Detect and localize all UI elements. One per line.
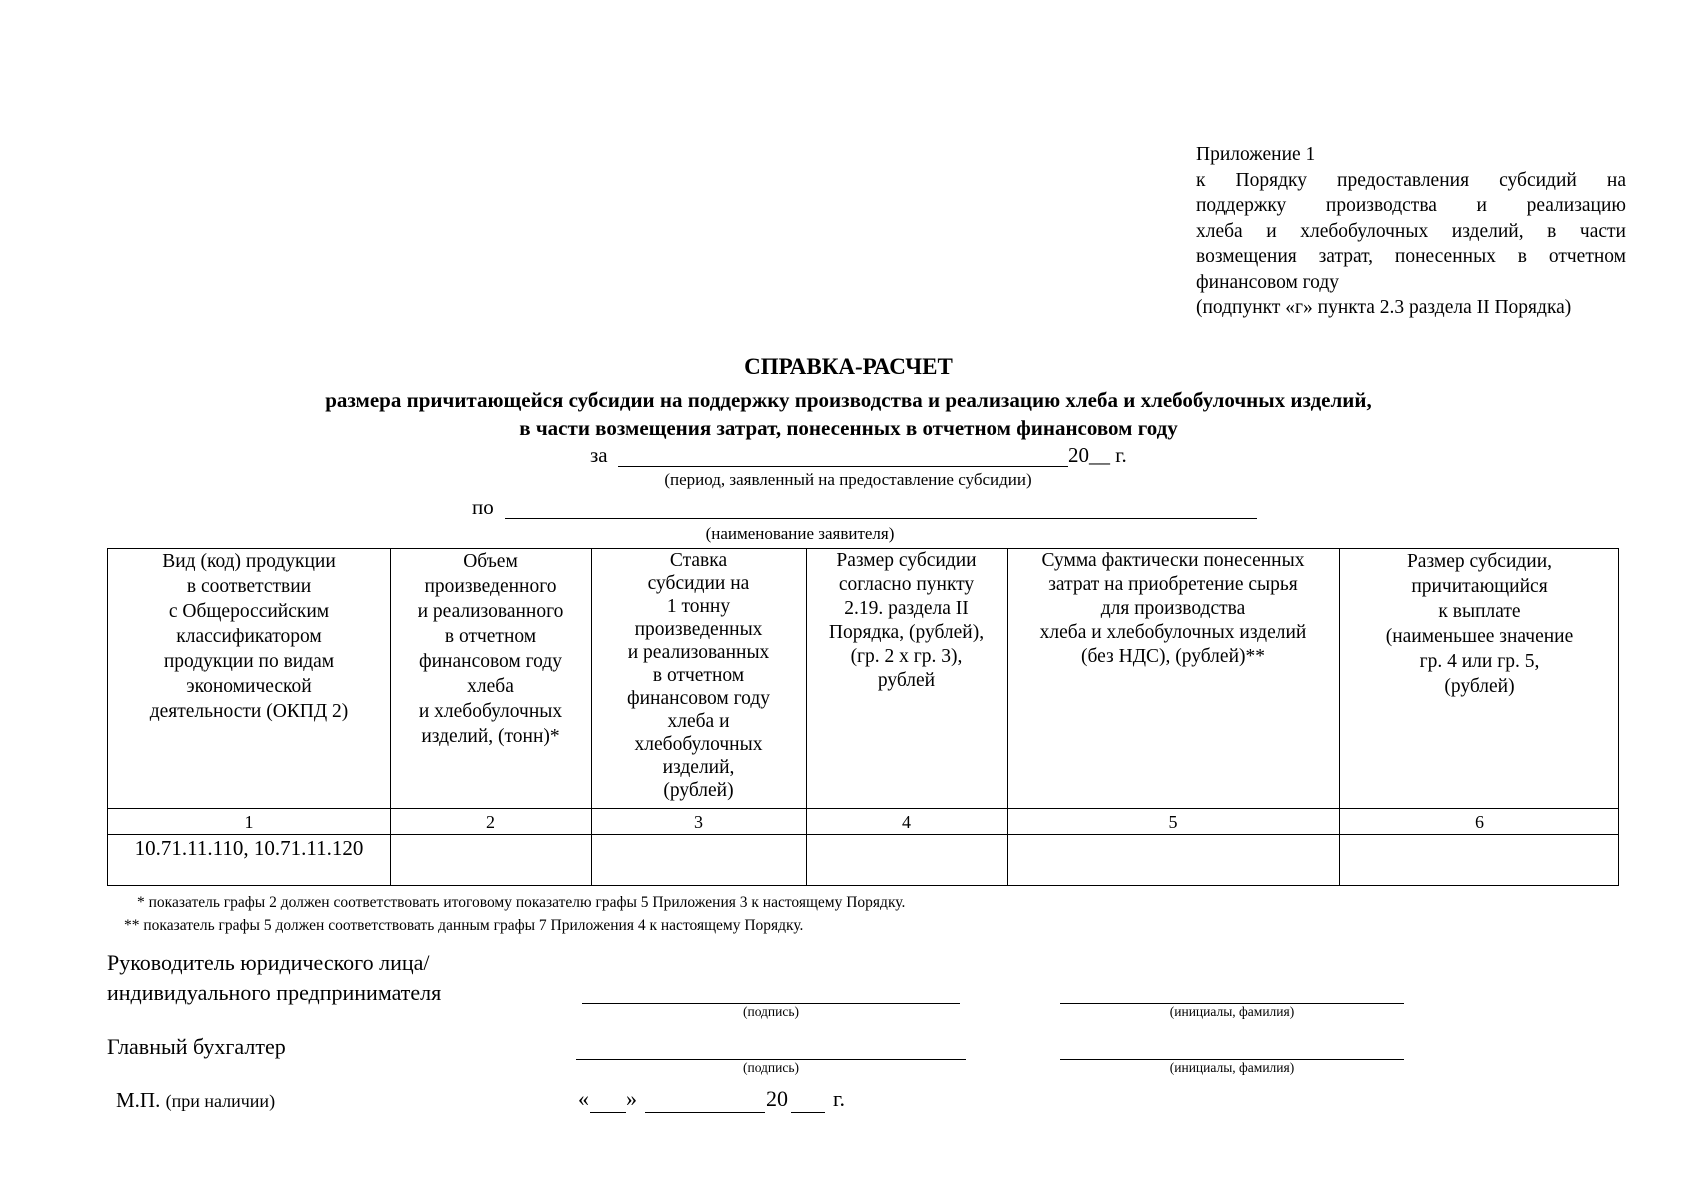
header-line: хлеба [467, 676, 514, 697]
appendix-line: финансовом году [1196, 271, 1340, 293]
head-label-line: индивидуального предпринимателя [107, 980, 442, 1005]
header-line: деятельности (ОКПД 2) [149, 701, 349, 722]
header-line: Порядка, (рублей), [828, 622, 985, 643]
date-year: 20 [766, 1086, 788, 1111]
header-line: в отчетном [652, 665, 745, 686]
period-input-line[interactable] [618, 466, 1068, 467]
period-caption: (период, заявленный на предоставление субсидии) [664, 470, 1032, 489]
header-line: причитающийся [1411, 576, 1548, 597]
header-line: Вид (код) продукции [162, 551, 336, 572]
head-name-caption: (инициалы, фамилия) [1169, 1004, 1295, 1019]
applicant-input-line[interactable] [505, 518, 1257, 519]
period-prefix: за [590, 443, 608, 467]
accountant-label: Главный бухгалтер [107, 1034, 286, 1059]
applicant-caption: (наименование заявителя) [705, 524, 895, 543]
column-header-3 [591, 549, 806, 802]
header-line: классификатором [176, 626, 322, 647]
accountant-name-caption: (инициалы, фамилия) [1169, 1060, 1295, 1075]
appendix-line: хлеба и хлебобулочных изделий, в части [1196, 220, 1626, 242]
column-number: 4 [902, 812, 911, 832]
column-number: 5 [1168, 812, 1178, 832]
header-line: 2.19. раздела II [844, 598, 969, 619]
footnote-2: ** показатель графы 5 должен соответствовать данным графы 7 Приложения 4 к настоящему Порядку. [124, 917, 804, 934]
header-line: рублей [877, 670, 936, 691]
appendix-line: (подпункт «г» пункта 2.3 раздела II Порядка) [1196, 297, 1572, 318]
date-close-quote: » [626, 1086, 637, 1111]
column-number: 1 [244, 812, 254, 832]
stamp-mark: М.П. [116, 1088, 161, 1112]
header-line: изделий, [662, 757, 735, 778]
header-line: и хлебобулочных [418, 701, 563, 722]
document-subtitle-2: в части возмещения затрат, понесенных в отчетном финансовом году [519, 416, 1178, 440]
appendix-line: поддержку производства и реализацию [1196, 195, 1626, 216]
column-number: 6 [1475, 812, 1484, 832]
header-line: в отчетном [444, 626, 537, 647]
header-line: и реализованных [627, 642, 770, 663]
header-line: Ставка [669, 550, 728, 571]
header-line: к выплате [1438, 601, 1521, 622]
appendix-line: Приложение 1 [1196, 144, 1316, 165]
column-header-2 [390, 549, 591, 749]
header-line: Объем [463, 551, 518, 572]
header-line: финансовом году [418, 651, 563, 672]
header-line: 1 тонну [666, 596, 731, 617]
header-line: Размер субсидии [836, 550, 977, 571]
header-line: гр. 4 или гр. 5, [1419, 651, 1540, 672]
header-line: (гр. 2 х гр. 3), [850, 646, 963, 667]
table-divider [108, 834, 1618, 835]
header-line: произведенного [424, 576, 557, 597]
document-title: СПРАВКА-РАСЧЕТ [744, 354, 953, 379]
header-line: в соответствии [186, 576, 312, 597]
header-line: Сумма фактически понесенных [1041, 550, 1305, 571]
stamp-note: (при наличии) [165, 1091, 276, 1111]
column-number: 2 [486, 812, 495, 832]
appendix-note [1196, 142, 1626, 321]
head-label [107, 948, 441, 1008]
header-line: хлебобулочных [634, 734, 763, 755]
header-line: с Общероссийским [168, 601, 330, 622]
column-number: 3 [694, 812, 703, 832]
date-open-quote: « [578, 1086, 589, 1111]
column-header-6 [1339, 549, 1620, 699]
column-header-5 [1007, 549, 1339, 669]
table-divider [108, 808, 1618, 809]
table-cell-okpd: 10.71.11.110, 10.71.11.120 [134, 836, 364, 860]
period-year: 20__ г. [1068, 443, 1127, 467]
header-line: (рублей) [663, 780, 734, 801]
header-line: согласно пункту [838, 574, 975, 595]
appendix-line: к Порядку предоставления субсидий на [1196, 169, 1626, 191]
header-line: затрат на приобретение сырья [1048, 574, 1298, 595]
header-line: произведенных [634, 619, 763, 640]
date-month-line[interactable] [645, 1112, 765, 1113]
footnote-1: * показатель графы 2 должен соответствовать итоговому показателю графы 5 Приложения 3 к настоящему Порядку. [137, 894, 906, 911]
header-line: для производства [1100, 598, 1246, 619]
date-year-line[interactable] [791, 1112, 825, 1113]
head-label-line: Руководитель юридического лица/ [107, 950, 430, 975]
document-subtitle-1: размера причитающейся субсидии на поддержку производства и реализацию хлеба и хлебобулочных изделий, [325, 388, 1372, 412]
header-line: (без НДС), (рублей)** [1081, 646, 1265, 667]
stamp-label [116, 1088, 275, 1113]
header-line: субсидии на [647, 573, 750, 594]
header-line: хлеба и [667, 711, 730, 732]
header-line: экономической [186, 676, 312, 697]
header-line: (наименьшее значение [1385, 626, 1574, 647]
header-line: хлеба и хлебобулочных изделий [1039, 622, 1307, 643]
column-header-1 [108, 549, 390, 724]
header-line: изделий, (тонн)* [421, 726, 560, 747]
column-header-4 [806, 549, 1007, 693]
applicant-prefix: по [472, 495, 494, 519]
date-suffix: г. [833, 1086, 846, 1111]
accountant-signature-caption: (подпись) [742, 1060, 800, 1075]
head-signature-caption: (подпись) [742, 1004, 800, 1019]
header-line: и реализованного [417, 601, 564, 622]
date-day-line[interactable] [590, 1112, 626, 1113]
header-line: финансовом году [626, 688, 771, 709]
header-line: продукции по видам [163, 651, 335, 672]
appendix-line: возмещения затрат, понесенных в отчетном [1196, 246, 1626, 267]
header-line: Размер субсидии, [1406, 551, 1553, 572]
header-line: (рублей) [1444, 676, 1515, 697]
